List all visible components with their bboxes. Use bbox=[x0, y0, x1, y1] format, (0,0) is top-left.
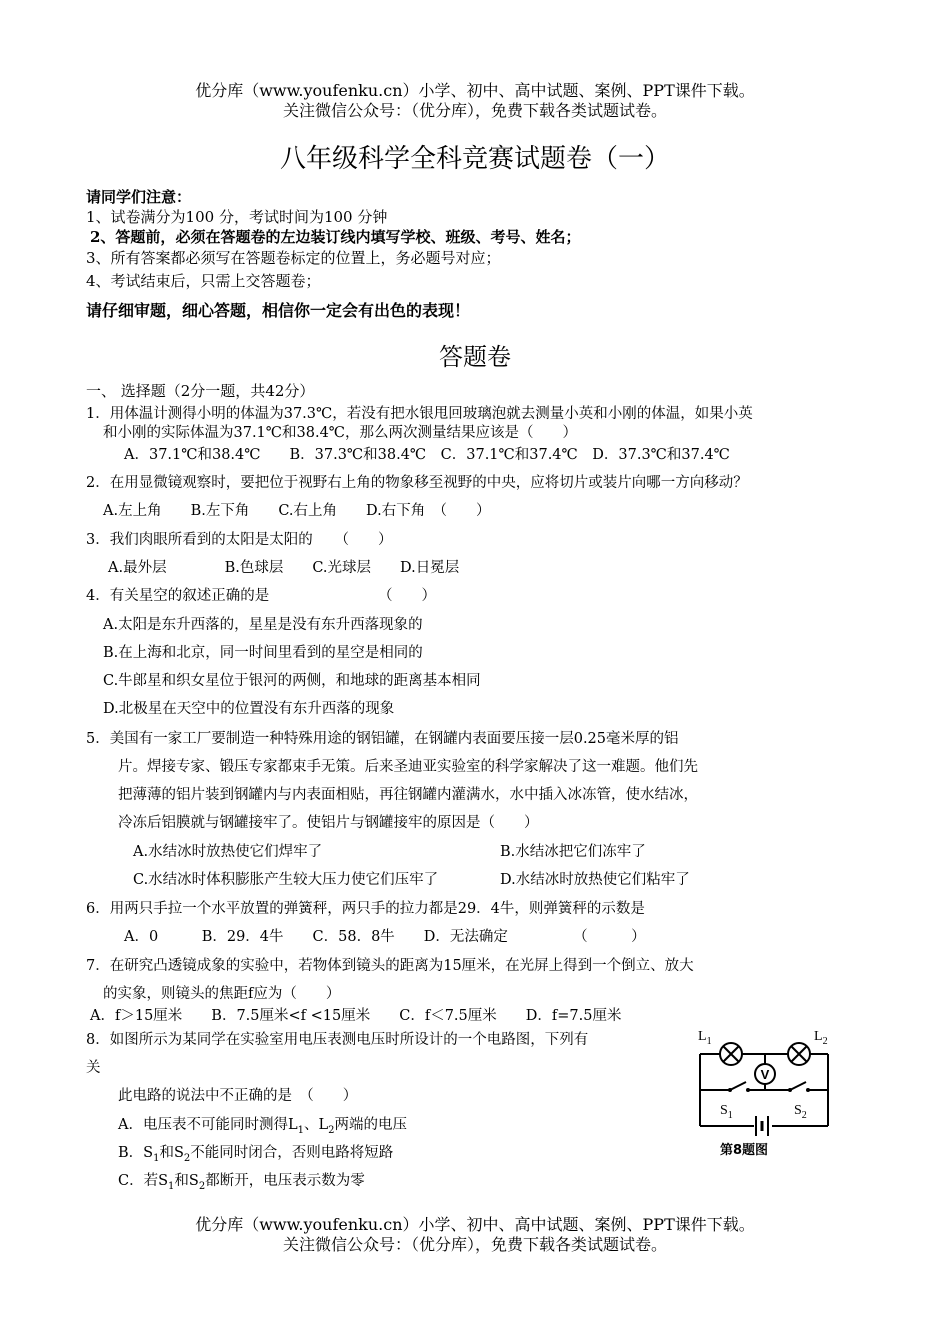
switch-contact-dot bbox=[728, 1088, 732, 1092]
label-l1: $L_1$ bbox=[698, 1029, 712, 1047]
q8-option-a: A．电压表不可能同时测得$L_1$、$L_2$两端的电压 bbox=[118, 1117, 407, 1136]
q4-option-c: C.牛郎星和织女星位于银河的两侧，和地球的距离基本相同 bbox=[103, 673, 481, 689]
circuit-diagram bbox=[690, 1026, 850, 1166]
q5-option-b: B.水结冰把它们冻牢了 bbox=[500, 844, 646, 860]
circuit-figure bbox=[690, 1026, 850, 1166]
q3-line1: 3．我们肉眼所看到的太阳是太阳的 （ ） bbox=[86, 532, 393, 548]
part1-heading: 一、 选择题（2分一题，共42分） bbox=[86, 382, 315, 400]
label-s2: $S_2$ bbox=[794, 1103, 807, 1121]
q7-line1: 7．在研究凸透镜成象的实验中，若物体到镜头的距离为15厘米，在光屏上得到一个倒立、放大 bbox=[86, 958, 694, 974]
notice-encourage: 请仔细审题，细心答题，相信你一定会有出色的表现！ bbox=[86, 301, 471, 320]
switch-contact-dot bbox=[806, 1088, 810, 1092]
q8-line1b: 关 bbox=[86, 1060, 101, 1076]
q6-line1: 6．用两只手拉一个水平放置的弹簧秤，两只手的拉力都是29．4牛，则弹簧秤的示数是 bbox=[86, 901, 645, 917]
q8-option-c: C．若$S_1$和$S_2$都断开，电压表示数为零 bbox=[118, 1173, 365, 1192]
q4-option-b: B.在上海和北京，同一时间里看到的星空是相同的 bbox=[103, 645, 423, 661]
q7-line2: 的实象，则镜头的焦距f应为（ ） bbox=[103, 986, 341, 1002]
q4-option-a: A.太阳是东升西落的，星星是没有东升西落现象的 bbox=[103, 617, 423, 633]
q2-options: A.左上角 B.左下角 C.右上角 D.右下角 （ ） bbox=[103, 503, 491, 519]
q7-options: A．f＞15厘米 B．7.5厘米<f <15厘米 C．f＜7.5厘米 D．f=7.5厘米 bbox=[90, 1008, 622, 1024]
notice-heading: 请同学们注意： bbox=[86, 188, 192, 206]
q5-option-a: A.水结冰时放热使它们焊牢了 bbox=[133, 844, 323, 860]
voltmeter-label: V bbox=[760, 1067, 770, 1082]
q4-line1: 4．有关星空的叙述正确的是 （ ） bbox=[86, 588, 436, 604]
q1-line1: 1．用体温计测得小明的体温为37.3℃，若没有把水银甩回玻璃泡就去测量小英和小刚的体温，如果小英 bbox=[86, 406, 753, 422]
lamp-l2-icon bbox=[788, 1043, 810, 1065]
section-title: 答题卷 bbox=[439, 343, 511, 371]
q8-line1: 8．如图所示为某同学在实验室用电压表测电压时所设计的一个电路图，下列有 bbox=[86, 1032, 589, 1048]
label-l2: $L_2$ bbox=[814, 1029, 828, 1047]
notice-item-2: 2、答题前，必须在答题卷的左边装订线内填写学校、班级、考号、姓名； bbox=[90, 228, 581, 246]
lamp-l1-icon bbox=[720, 1043, 742, 1065]
q3-options: A.最外层 B.色球层 C.光球层 D.日冕层 bbox=[108, 560, 460, 576]
q8-option-b: B．$S_1$和$S_2$不能同时闭合，否则电路将短路 bbox=[118, 1145, 394, 1164]
q5-line4: 冷冻后铝膜就与钢罐接牢了。使铝片与钢罐接牢的原因是（ ） bbox=[118, 815, 539, 831]
switch-contact-dot bbox=[746, 1088, 750, 1092]
q5-line3: 把薄薄的铝片装到钢罐内与内表面相贴，再往钢罐内灌满水，水中插入冰冻管，使水结冰， bbox=[118, 787, 698, 803]
q5-option-d: D.水结冰时放热使它们粘牢了 bbox=[500, 872, 690, 888]
notice-item-3: 3、所有答案都必须写在答题卷标定的位置上，务必题号对应； bbox=[86, 249, 501, 267]
label-s1: $S_1$ bbox=[720, 1103, 733, 1121]
figure-caption: 第8题图 bbox=[720, 1143, 769, 1158]
footer-line-2: 关注微信公众号：（优分库），免费下载各类试题试卷。 bbox=[282, 1235, 667, 1254]
header-line-2: 关注微信公众号：（优分库），免费下载各类试题试卷。 bbox=[282, 101, 667, 120]
footer-line-1: 优分库（www.youfenku.cn）小学、初中、高中试题、案例、PPT课件下载。 bbox=[195, 1215, 755, 1234]
battery-icon bbox=[756, 1116, 768, 1136]
q6-options: A．0 B．29．4牛 C．58．8牛 D．无法确定 （ ） bbox=[124, 929, 646, 945]
q5-line2: 片。焊接专家、锻压专家都束手无策。后来圣迪亚实验室的科学家解决了这一难题。他们先 bbox=[118, 759, 698, 775]
q2-line1: 2．在用显微镜观察时，要把位于视野右上角的物象移至视野的中央，应将切片或装片向哪一方向移动？ bbox=[86, 475, 748, 491]
q8-line2: 此电路的说法中不正确的是 （ ） bbox=[118, 1088, 358, 1104]
q4-option-d: D.北极星在天空中的位置没有东升西落的现象 bbox=[103, 701, 395, 717]
q1-options: A．37.1℃和38.4℃ B．37.3℃和38.4℃ C．37.1℃和37.4℃ D．37.3℃和37.4℃ bbox=[124, 447, 730, 463]
q5-option-c: C.水结冰时体积膨胀产生较大压力使它们压牢了 bbox=[133, 872, 439, 888]
page-title: 八年级科学全科竞赛试题卷（一） bbox=[279, 144, 670, 174]
notice-item-4: 4、考试结束后，只需上交答题卷； bbox=[86, 272, 321, 290]
q5-line1: 5．美国有一家工厂要制造一种特殊用途的钢铝罐，在钢罐内表面要压接一层0.25毫米厚的铝 bbox=[86, 731, 679, 747]
notice-item-1: 1、试卷满分为100 分，考试时间为100 分钟 bbox=[86, 208, 388, 226]
header-line-1: 优分库（www.youfenku.cn）小学、初中、高中试题、案例、PPT课件下载。 bbox=[195, 81, 755, 100]
voltmeter-icon bbox=[755, 1064, 775, 1084]
switch-contact-dot bbox=[788, 1088, 792, 1092]
q1-line2: 和小刚的实际体温为37.1℃和38.4℃，那么两次测量结果应该是（ ） bbox=[103, 425, 578, 441]
